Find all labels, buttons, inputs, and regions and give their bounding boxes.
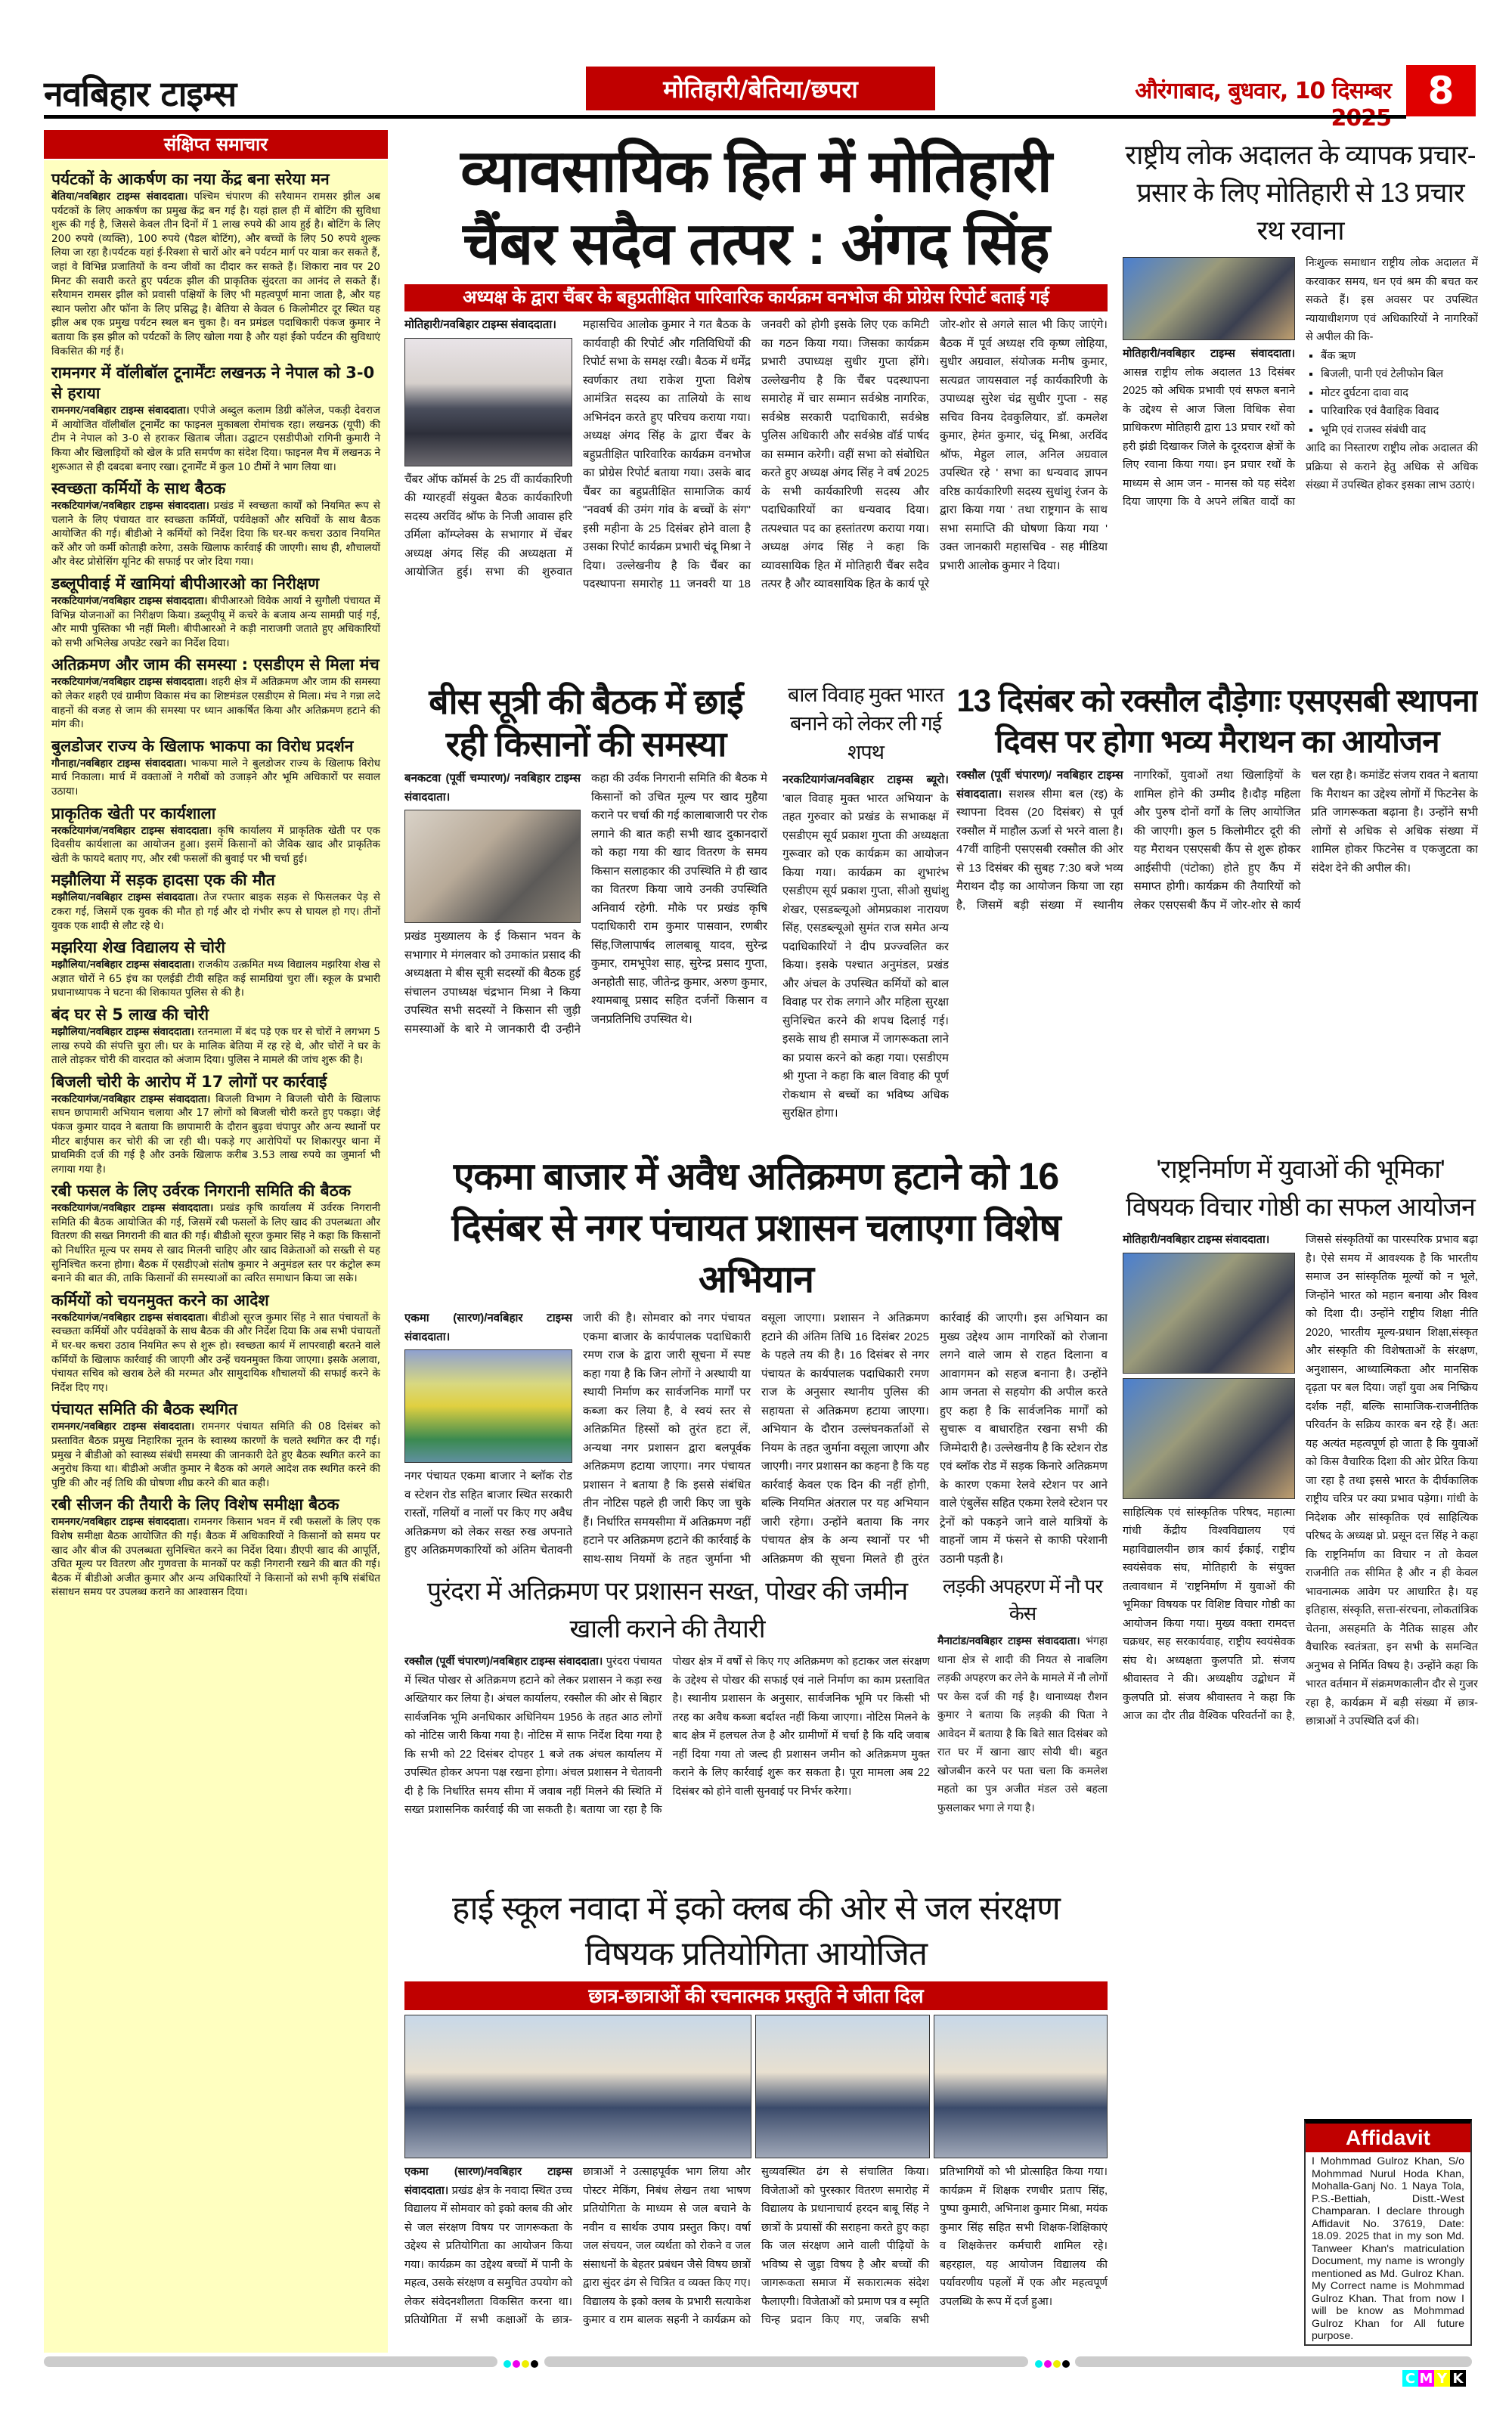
rashtranirman-headline: 'राष्ट्रनिर्माण में युवाओं की भूमिका' विषयक विचार गोष्ठी का सफल आयोजन xyxy=(1126,1155,1475,1222)
brief-text: राजकीय उत्क्रमित मध्य विद्यालय मझरिया शेख से अज्ञात चोरों ने 65 इंच का एलईडी टीवी सहित कई सामग्रियां चुरा लीं। स्कूल के प्रभारी प्रधानाध्यापक ने घटना की शिकायत पुलिस से की है। xyxy=(51,959,381,999)
brief-news-item xyxy=(51,736,380,799)
brief-dateline: नरकटियागंज/नवबिहार टाइम्स संवाददाता। xyxy=(51,500,209,513)
brief-body xyxy=(51,190,380,358)
ekma-text: नगर पंचायत एकमा बाजार ने ब्लॉक रोड व स्टेशन रोड सहित बाजार स्थित सरकारी रास्तों, गलियों व नालों पर किए गए अवैध अतिक्रमण को लेकर सख्त रुख अपनाते हुए अतिक्रमणकारियों को अंतिम चेतावनी जारी की है। सोमवार को नगर पंचायत एकमा बाजार के कार्यपालक पदाधिकारी रमण राज के द्वारा जारी सूचना में स्पष्ट कहा गया है कि जिन लोगों ने अस्थायी या स्थायी निर्माण कर सार्वजनिक मार्गों पर कब्जा कर लिया है, वे स्वयं स्तर से अतिक्रमित हिस्सों को तुरंत हटा लें, अन्यथा नगर प्रशासन द्वारा बलपूर्वक अतिक्रमण हटाया जाएगा। नगर पंचायत प्रशासन ने बताया है कि इससे संबंधित तीन नोटिस पहले ही जारी किए जा चुके हैं। निर्धारित समयसीमा में अतिक्रमण नहीं हटाने पर अतिक्रमण हटाने की कार्रवाई के साथ-साथ नियमों के तहत जुर्माना भी वसूला जाएगा। प्रशासन ने अतिक्रमण हटाने की अंतिम तिथि 16 दिसंबर 2025 के पहले तय की है। 16 दिसंबर से नगर पंचायत के कार्यपालक पदाधिकारी रमण राज के अनुसार स्थानीय पुलिस की सहायता से अतिक्रमण हटाया जाएगा। अभियान के दौरान उल्लंघनकर्ताओं से नियम के तहत जुर्माना वसूला जाएगा और जाएगी। नगर प्रशासन का कहना है कि यह कार्रवाई केवल एक दिन की नहीं होगी, बल्कि नियमित अंतराल पर यह अभियान जारी रहेगा। उन्होंने बताया कि नगर पंचायत क्षेत्र के अन्य स्थानों पर भी अतिक्रमण की सूचना मिलते ही तुरंत कार्रवाई की जाएगी। इस अभियान का मुख्य उद्देश्य आम नागरिकों को रोजाना लगने वाले जाम से राहत दिलाना व आवागमन को सहज बनाना है। उन्होंने आम जनता से सहयोग की अपील करते हुए कहा है कि सार्वजनिक मार्गों को सुचारू व बाधारहित रखना सभी की जिम्मेदारी है। उल्लेखनीय है कि स्टेशन रोड एवं ब्लॉक रोड में सड़क किनारे अतिक्रमण के कारण एकमा रेलवे स्टेशन पर आने वाले एंबुलेंस सहित एकमा रेलवे स्टेशन पर ट्रेनों को पकड़ने जाने वाले यात्रियों के वाहनों जाम में फंसने से काफी परेशानी उठानी पड़ती है। xyxy=(404,1312,1108,1566)
brief-body xyxy=(51,1311,380,1396)
brief-body xyxy=(51,891,380,933)
brief-text: भाकपा माले ने बुलडोजर राज्य के खिलाफ विरोध मार्च निकाला। मार्च में वक्ताओं ने गरीबों को उजाड़ने और भूमि अधिकारों पर सवाल उठाया। xyxy=(51,757,380,798)
brief-headline: पर्यटकों के आकर्षण का नया केंद्र बना सरेया मन xyxy=(51,170,330,188)
brief-headline: मझौलिया में सड़क हादसा एक की मौत xyxy=(51,871,275,890)
brief-news-item xyxy=(51,1495,380,1600)
ladki-headline: लड़की अपहरण में नौ पर केस xyxy=(942,1575,1103,1625)
rashtranirman-text: साहित्यिक एवं सांस्कृतिक परिषद, महात्मा गांधी केंद्रीय विश्वविद्यालय एवं महाविद्यालयीन छात्र कार्य ईकाई, राष्ट्रीय स्वयंसेवक संघ, मोतिहारी के संयुक्त तत्वावधान में 'राष्ट्रनिर्माण में युवाओं की भूमिका' विषयक पर विशिष्ट विचार गोष्ठी का आयोजन किया गया। मुख्य वक्ता रामदत्त चक्रधर, सह सरकार्यवाह, राष्ट्रीय स्वयंसेवक संघ थे। अध्यक्षता कुलपति प्रो. संजय श्रीवास्तव ने की। अध्यक्षीय उद्बोधन में कुलपति प्रो. संजय श्रीवास्तव ने कहा कि आज का दौर तीव्र वैश्विक परिवर्तनों का है, जिससे संस्कृतियों का पारस्परिक प्रभाव बढ़ा है। ऐसे समय में आवश्यक है कि भारतीय समाज उन सांस्कृतिक मूल्यों को न भूले, जिन्होंने भारत को महान बनाया और विश्व को दिशा दी। उन्होंने राष्ट्रीय शिक्षा नीति 2020, भारतीय मूल्य-प्रधान शिक्षा,संस्कृत और संस्कृति की विशेषताओं के संरक्षण, अनुशासन, आध्यात्मिकता और मानसिक दृढ़ता पर बल दिया। जहाँ युवा अब निष्क्रिय दर्शक नहीं, बल्कि सामाजिक-राजनीतिक परिवर्तन के सक्रिय कारक बन रहे हैं। अतः यह अत्यंत महत्वपूर्ण हो जाता है कि युवाओं को किस वैचारिक दिशा की ओर प्रेरित किया जा रहा है तथा इससे भारत के दीर्घकालिक राष्ट्रीय चरित्र पर क्या प्रभाव पड़ेगा। गांधी के निदेशक और सांस्कृतिक एवं साहित्यिक परिषद के अध्यक्ष प्रो. प्रसून दत्त सिंह ने कहा कि राष्ट्रनिर्माण का विचार न तो केवल राजनीति तक सीमित है और न ही केवल भावनात्मक आवेग पर आधारित है। यह इतिहास, संस्कृति, सत्ता-संरचना, लोकतांत्रिक चेतना, असहमति के नैतिक साहस और वैचारिक स्वतंत्रता, इन सभी के समन्वित अनुभव से निर्मित विषय है। उन्होंने कहा कि भारत वर्तमान में संक्रमणकालीन दौर से गुजर रहा है, कार्यक्रम में बड़ी संख्या में छात्र-छात्राओं ने उपस्थिति दर्ज की। xyxy=(1123,1234,1478,1727)
eco-club-headline: हाई स्कूल नवादा में इको क्लब की ओर से जल संरक्षण विषयक प्रतियोगिता आयोजित xyxy=(452,1890,1060,1972)
marathon-text: सशस्त्र सीमा बल (रइ) के स्थापना दिवस (20 दिसंबर) से पूर्व रक्सौल में माहौल ऊर्जा से भरने वाला है। 47वीं वाहिनी एसएसबी रक्सौल की ओर से 13 दिसंबर की सुबह 7:30 बजे भव्य मैराथन दौड़ का आयोजन किया जा रहा है, जिसमें बड़ी संख्या में स्थानीय नागरिकों, युवाओं तथा खिलाड़ियों के शामिल होने की उम्मीद है।दौड़ महिला और पुरुष दोनों वर्गों के लिए आयोजित की जाएगी। कुल 5 किलोमीटर दूरी की यह मैराथन एसएसबी कैंप से शुरू होकर आईसीपी (पंटोका) होते हुए कैंप में समाप्त होगी। कार्यक्रम की तैयारियों को लेकर एसएसबी कैंप में जोर-शोर से कार्य चल रहा है। कमांडेंट संजय रावत ने बताया कि मैराथन का उद्देश्य लोगों में फिटनेस के प्रति जागरूकता बढ़ाना है। उन्होंने सभी लोगों से अधिक से अधिक संख्या में शामिल होकर फिटनेस व एकजुटता का संदेश देने की अपील की। xyxy=(956,769,1478,912)
brief-dateline: नरकटियागंज/नवबिहार टाइम्स संवाददाता। xyxy=(51,1311,209,1324)
purandra-body xyxy=(404,1653,930,1879)
brief-body xyxy=(51,1092,380,1177)
bal-vivah-body xyxy=(782,771,949,1130)
brief-dateline: मझौलिया/नवबिहार टाइम्स संवाददाता। xyxy=(51,1025,195,1038)
nagar-panchayat-office-photo xyxy=(404,1349,572,1463)
brief-headline: स्वच्छता कर्मियों के साथ बैठक xyxy=(51,479,226,498)
cmyk-color-bar xyxy=(1402,2370,1466,2387)
lamp-lighting-photo xyxy=(1123,1253,1295,1374)
cmyk-c: C xyxy=(1402,2370,1418,2387)
dispute-type-item: ▪ बिजली, पानी एवं टेलीफोन बिल xyxy=(1321,365,1478,384)
brief-headline: मझरिया शेख विद्यालय से चोरी xyxy=(51,938,225,957)
bees-sutri-body xyxy=(404,770,767,1130)
registration-dots xyxy=(503,2356,539,2371)
cmyk-y: Y xyxy=(1434,2370,1450,2387)
section-banner: मोतिहारी/बेतिया/छपरा xyxy=(586,67,935,110)
bees-sutri-text: प्रखंड मुख्यालय के ई किसान भवन के सभागार मे मंगलवार को उमाकांत प्रसाद की अध्यक्षता मे बीस सूत्री सदस्यों की बैठक हुई संचालन उपाध्यक्ष चंद्रभान मिश्रा ने किया उपस्थित सभी सदस्यों ने किसान सी जुड़ी समस्याओं के बारे मे जानकारी दी उन्हीने कहा की उर्वक निगरानी समिति की बैठक मे किसानों को उचित मूल्य पर खाद मुहैया कराने पर चर्चा की गई कालाबाजारी पर रोक लगाने की बात कही सभी खाद दुकानदारों को कहा गया की खाद वितरण के समय किसान सलाहकार की उपस्थिति मे ही खाद का वितरण किया जाये उनकी उपस्थिति अनिवार्य रहेगी. मौके पर प्रखंड कृषि पदाधिकारी राम कुमार पासवान, रणबीर सिंह,जिलापार्षद लालबाबू यादव, सुरेन्द्र कुमार, रामभूपेश साह, सुरेन्द्र प्रसाद गुप्ता, अनहोती साह, जीतेन्द्र कुमार, अरुण कुमार, श्यामबाबू प्रसाद सहित दर्जनों किसान व जनप्रतिनिधि उपस्थित थे। xyxy=(404,772,767,1036)
ekma-article xyxy=(404,1151,1108,1566)
brief-dateline: मझौलिया/नवबिहार टाइम्स संवाददाता। xyxy=(51,891,198,904)
dispute-type-item: ▪ भूमि एवं राजस्व संबंधी वाद xyxy=(1321,421,1478,440)
eco-club-photos xyxy=(404,2015,1108,2158)
ladki-article xyxy=(937,1572,1108,1879)
brief-news-item xyxy=(51,655,380,731)
brief-headline: रामनगर में वॉलीबॉल टूनार्मेंटः लखनऊ ने नेपाल को 3-0 से हराया xyxy=(51,364,375,403)
edition-date: औरंगाबाद, बुधवार, 10 दिसम्बर xyxy=(1135,78,1391,104)
dispute-type-list xyxy=(1306,347,1478,440)
brief-text: बीडीओ सूरज कुमार सिंह ने सात पंचायतों के स्वच्छता कर्मियों और पर्यवेक्षकों के साथ बैठक की और निर्देश दिया कि अब सभी पंचायतों में घर-घर कचरा उठाव नियमित रूप से शुरू हो। स्वच्छता कार्य में लापरवाही बरतने वाले कर्मियों के खिलाफ कार्रवाई की जाएगी और उन्हें चयनमुक्त किया जाएगा। इसके अलावा, पंचायत सचिव को खराब ठेले की मरम्मत और सामुदायिक शौचालयों की सफाई करने के निर्देश दिए गए। xyxy=(51,1311,380,1394)
lead-article xyxy=(404,135,1108,673)
rashtranirman-dateline: मोतिहारी/नवबिहार टाइम्स संवाददाता। xyxy=(1123,1234,1270,1246)
bal-vivah-headline: बाल विवाह मुक्त भारत बनाने को लेकर ली गई शपथ xyxy=(788,683,943,764)
bal-vivah-dateline: नरकटियागंज/नवबिहार टाइम्स ब्यूरो। xyxy=(782,773,949,786)
bal-vivah-article xyxy=(782,680,949,1130)
rashtranirman-body xyxy=(1123,1231,1478,2109)
masthead-rule xyxy=(44,115,1406,119)
brief-headline: रबी फसल के लिए उर्वरक निगरानी समिति की बैठक xyxy=(51,1182,351,1201)
brief-body xyxy=(51,1515,380,1600)
rashtranirman-article xyxy=(1123,1151,1478,2109)
affidavit-notice xyxy=(1304,2119,1472,2346)
brief-text: रामनगर किसान भवन में रबी फसलों के लिए एक विशेष समीक्षा बैठक आयोजित की गई। बैठक में अधिकारियों ने किसानों को समय पर खाद और बीज की उपलब्धता सुनिश्चित करने का निर्देश दिया। डीएपी खाद की आपूर्ति, उचित मूल्य पर वितरण और गुणवत्ता के मानकों पर कड़ी निगरानी रखने की बात की गई। बैठक में बीडीओ अजीत कुमार और अन्य अधिकारियों ने किसानों को सभी कृषि संबंधित संसाधन समय पर उपलब्ध कराने का आश्वासन दिया। xyxy=(51,1516,380,1599)
lead-headline-line2: चैंबर सदैव तत्पर : अंगद सिंह xyxy=(463,210,1049,277)
marathon-article xyxy=(956,680,1478,1130)
brief-body xyxy=(51,1025,380,1067)
lok-adalat-body xyxy=(1123,254,1478,669)
marathon-dateline: रक्सौल (पूर्वी चंपारण)/ नवबिहार टाइम्स संवाददाता। xyxy=(956,769,1123,801)
lok-adalat-text: आसन्न राष्ट्रीय लोक अदालत 13 दिसंबर 2025 को अधिक प्रभावी एवं सफल बनाने के उद्देश्य से आज जिला विधिक सेवा प्राधिकरण मोतिहारी द्वारा 13 प्रचार रथों को हरी झंडी दिखाकर जिले के दूरदराज क्षेत्रों के लिए रवाना किया गया। इन प्रचार रथों के माध्यम से आम जन - मानस को यह संदेश दिया जाएगा कि वे अपने लंबित वादों का निःशुल्क समाधान राष्ट्रीय लोक अदालत में करवाकर समय, धन एवं श्रम की बचत कर सकते हैं। इस अवसर पर उपस्थित न्यायाधीशगण एवं अधिकारियों ने नागरिकों से अपील की कि- xyxy=(1123,257,1478,508)
lead-headline xyxy=(404,135,1108,280)
bees-sutri-dateline: बनकटवा (पूर्वी चम्पारण)/ नवबिहार टाइम्स संवाददाता। xyxy=(404,772,581,804)
prachar-rath-photo xyxy=(1123,257,1295,340)
brief-headline: डब्लूपीवाई में खामियां बीपीआरओ का निरीक्षण xyxy=(51,575,320,593)
brief-text: प्रखंड कृषि कार्यालय में उर्वरक निगरानी समिति की बैठक आयोजित की गई, जिसमें रबी फसलों के लिए खाद की उपलब्धता और वितरण की सख्त निगरानी की बात की गई। बीडीओ सूरज कुमार सिंह ने कहा कि किसानों को निर्धारित मूल्य पर समय से खाद मिलनी चाहिए और खाद विक्रेताओं को सख्ती से यह सुनिश्चित करना होगा। बैठक में एसडीएओ संतोष कुमार ने अनुमंडल स्तर पर कंट्रोल रूम बनाने की बात की, ताकि किसानों की समस्याओं का त्वरित समाधान किया जा सके। xyxy=(51,1202,380,1285)
lok-adalat-dateline: मोतिहारी/नवबिहार टाइम्स संवाददाता। xyxy=(1123,348,1295,360)
brief-text: पश्चिम चंपारण की सरैयामन रामसर झील अब पर्यटकों के लिए आकर्षण का प्रमुख केंद्र बन गई है। यहां हाल ही में बोटिंग की सुविधा शुरू की गई है, जिससे केवल तीन दिनों में 1 लाख रुपये की आय हुई है। बोटिंग के लिए 200 रुपये (व्यक्ति), 100 रुपये (पैडल बोटिंग), और बच्चों के लिए 50 रुपये शुल्क लिया जा रहा है।पर्यटक यहां ई-रिक्शा से चारों ओर बने पर्यटन मार्ग पर यात्रा कर सकते हैं, जहां वे विभिन्न प्रजातियों के वन्य जीवों का दीदार कर सकते हैं। शिकारा नाव पर 20 मिनट की सवारी करते हुए पर्यटक झील की प्राकृतिक सुंदरता का आनंद ले सकते हैं।सरैयामन रामसर झील को प्रवासी पक्षियों के लिए भी महत्वपूर्ण माना जाता है, और यह स्थान फ्लोरा और फॉना के लिए प्रसिद्ध है। बेतिया से केवल 6 किलोमीटर दूर स्थित यह झील अब एक प्रमुख पर्यटन स्थल बन चुका है। वन प्रमंडल पदाधिकारी पंकज कुमार ने बताया कि इस झील को पर्यटकों के लिए खोला गया है और यहां ईको पर्यटन की सुविधाएं विकसित की गई हैं। xyxy=(51,191,380,358)
ekma-headline: एकमा बाजार में अवैध अतिक्रमण हटाने को 16 दिसंबर से नगर पंचायत प्रशासन चलाएगा विशेष अभियान xyxy=(451,1155,1061,1300)
brief-dateline: रामनगर/नवबिहार टाइम्स संवाददाता। xyxy=(51,1420,195,1433)
footer-bar xyxy=(1075,2356,1472,2367)
brief-news-item xyxy=(51,1181,380,1286)
ladki-text: भंगहा थाना क्षेत्र से शादी की नियत से नाबलिग लड़की अपहरण कर लेने के मामले में नौ लोगों पर केस दर्ज की गई है। थानाध्यक्ष रौशन कुमार ने बताया कि लड़की की पिता ने आवेदन में बताया है कि बिते सात दिसंबर को रात घर में खाना खाए सोयी थी। बहुत खोजबीन करने पर पता चला कि कमलेश महतो का पुत्र अजीत मंडल उसे बहला फुसलाकर भगा ले गया है। xyxy=(937,1634,1108,1814)
eco-club-subheadline: छात्र-छात्राओं की रचनात्मक प्रस्तुति ने जीता दिल xyxy=(404,1981,1108,2010)
brief-text: बिजली विभाग ने बिजली चोरी के खिलाफ सघन छापामारी अभियान चलाया और 17 लोगों को बिजली चोरी करते हुए पकड़ा। जेई पंकज कुमार यादव ने बताया कि छापामारी के दौरान बुढ़वा चंपापुर और अन्य स्थानों पर मीटर बाईपास कर चोरी की जा रही थी। पकड़े गए आरोपियों पर शिकारपुर थाना में प्राथमिकी दर्ज की गई है और उनके खिलाफ करीब 3.53 लाख रुपये का जुमार्ना भी लगाया गया है। xyxy=(51,1092,380,1176)
page-number: 8 xyxy=(1406,65,1476,116)
brief-news-item xyxy=(51,1290,380,1396)
brief-text: कृषि कार्यालय में प्राकृतिक खेती पर एक दिवसीय कार्यशाला का आयोजन हुआ। इसमें किसानों को जैविक खाद और प्राकृतिक खेती के फायदे बताए गए, और रबी फसलों की बुवाई पर भी चर्चा हुई। xyxy=(51,824,380,865)
purandra-dateline: रक्सौल (पूर्वी चंपारण)/नवबिहार टाइम्स संवाददाता। xyxy=(404,1656,603,1668)
brief-text: एपीजे अब्दुल कलाम डिग्री कॉलेज, पकड़ी देवराज में आयोजित वॉलीबॉल टूनार्मेंट का फाइनल मुकाबला रोमांचक रहा। लखनऊ (यूपी) की टीम ने नेपाल को 3-0 से हराकर खिताब जीता। उद्घाटन एसडीपीओ रागिनी कुमारी ने किया और खिलाड़ियों को खेल के प्रति समर्पण का संदेश दिया। फाइनल मैच में लखनऊ ने शुरूआत से ही दबदबा बनाए रखा। टूनार्मेंट में कुल 10 टीमों ने भाग लिया था। xyxy=(51,404,380,473)
brief-text: प्रखंड में स्वच्छता कार्यों को नियमित रूप से चलाने के लिए पंचायत वार स्वच्छता कर्मियों, पर्यवेक्षकों और सचिवों के साथ बैठक आयोजित की गई। बीडीओ ने कर्मियों को निर्देश दिया कि घर-घर कचरा उठाव नियमित करें और जो कर्मी कोताही करेगा, उसके खिलाफ कार्रवाई की जाएगी। साथ ही, शौचालयों और वेस्ट प्रोसेसिंग यूनिट की सफाई पर जोर दिया गया। xyxy=(51,500,380,568)
dispute-type-item: ▪ पारिवारिक एवं वैवाहिक विवाद xyxy=(1321,402,1478,421)
brief-news-item xyxy=(51,1072,380,1177)
lead-headline-line1: व्यावसायिक हित में मोतिहारी xyxy=(460,138,1052,204)
brief-body xyxy=(51,404,380,474)
brief-body xyxy=(51,675,380,731)
students-posters-photo xyxy=(404,2015,751,2158)
bees-sutri-article xyxy=(404,680,767,1130)
purandra-text: पुरंदरा पंचायत में स्थित पोखर से अतिक्रमण हटाने को लेकर प्रशासन ने कड़ा रुख अख्तियार कर लिया है। अंचल कार्यालय, रक्सौल की ओर से बिहार सार्वजनिक भूमि अनधिकार अधिनियम 1956 के तहत आठ लोगों को नोटिस जारी किया गया है। नोटिस में साफ निर्देश दिया गया है कि सभी को 22 दिसंबर दोपहर 1 बजे तक अंचल कार्यालय में उपस्थित होकर अपना पक्ष रखना होगा। अंचल प्रशासन ने चेतावनी दी है कि निर्धारित समय सीमा में जवाब नहीं मिलने की स्थिति में सख्त प्रशासनिक कार्रवाई की जा सकती है। बताया जा रहा है कि पोखर क्षेत्र में वर्षों से किए गए अतिक्रमण को हटाकर जल संरक्षण के उद्देश्य से पोखर की सफाई एवं नाले निर्माण का काम प्रस्तावित है। स्थानीय प्रशासन के अनुसार, सार्वजनिक भूमि पर किसी भी तरह का अवैध कब्जा बर्दाश्त नहीं किया जाएगा। नोटिस मिलने के बाद क्षेत्र में हलचल तेज है और ग्रामीणों में चर्चा है कि यदि जवाब नहीं दिया गया तो जल्द ही प्रशासन जमीन को अतिक्रमण मुक्त कराने के लिए कार्रवाई शुरू कर सकता है। पूरा मामला अब 22 दिसंबर को होने वाली सुनवाई पर निर्भर करेगा। xyxy=(404,1656,930,1816)
eco-club-body xyxy=(404,2163,1108,2353)
brief-body xyxy=(51,1201,380,1286)
brief-text: रामनगर पंचायत समिति की 08 दिसंबर को प्रस्तावित बैठक प्रमुख निहारिका नूतन के स्वास्थ्य कारणों के चलते स्थगित कर दी गई। प्रमुख ने बीडीओ को स्वास्थ्य संबंधी समस्या की जानकारी देते हुए बैठक स्थगित करने का अनुरोध किया था। बीडीओ अजीत कुमार ने बैठक को अगले आदेश तक स्थगित करने की पुष्टि की और नई तिथि की घोषणा शीघ्र करने की बात कही। xyxy=(51,1420,380,1489)
dispute-type-item: ▪ मोटर दुर्घटना दावा वाद xyxy=(1321,384,1478,403)
bal-vivah-text: 'बाल विवाह मुक्त भारत अभियान' के तहत गुरुवार को प्रखंड के सभाकक्ष में एसडीएम सूर्य प्रकाश गुप्ता की अध्यक्षता गुरूवार को एक कार्यक्रम का आयोजन किया गया। कार्यक्रम का शुभारंभ एसडीएम सूर्य प्रकाश गुप्ता, सीओ सुधांशु शेखर, एसडब्ल्यूओ ओमप्रकाश नारायण सिंह, एसडब्ल्यूओ सुमंत राज समेत अन्य पदाधिकारियों ने दीप प्रज्ज्वलित कर किया। इसके पश्चात अनुमंडल, प्रखंड और अंचल के उपस्थित कर्मियों को बाल विवाह पर रोक लगाने और महिला सुरक्षा सुनिश्चित करने की शपथ दिलाई गई। इसके साथ ही समाज में जागरूकता लाने का प्रयास करने को कहा गया। एसडीएम श्री गुप्ता ने कहा कि बाल विवाह की पूर्ण रोकथाम से बच्चों का भविष्य अधिक सुरक्षित होगा। xyxy=(782,792,949,1120)
brief-news-item xyxy=(51,574,380,650)
lead-article-body xyxy=(404,316,1108,673)
prize-distribution-photo xyxy=(934,2015,1108,2158)
lead-subheadline: अध्यक्ष के द्वारा चैंबर के बहुप्रतीक्षित पारिवारिक कार्यक्रम वनभोज की प्रोग्रेस रिपोर्ट बताई गई xyxy=(404,284,1108,311)
brief-dateline: बेतिया/नवबिहार टाइम्स संवाददाता। xyxy=(51,191,188,203)
newspaper-title: नवबिहार टाइम्स xyxy=(44,73,237,114)
brief-body xyxy=(51,757,380,799)
brief-news-item xyxy=(51,169,380,358)
students-group-photo xyxy=(755,2015,930,2158)
affidavit-body: I Mohmmad Gulroz Khan, S/o Mohmmad Nurul Hoda Khan, Mohalla-Ganj No. 1 Naya Tola, P.S.-Bettiah, Distt.-West Champaran. I declare through Affidavit No. 37619, Date: 18.09. 2025 that in my son Md. Tanweer Khan's matriculation Document, my name is wrongly mentioned as Md. Gulroz Khan. My Correct name is Mohmmad Gulroz Khan. That from now I will be know as Mohmmad Gulroz Khan for All future purpose. xyxy=(1312,2155,1464,2342)
lok-adalat-article xyxy=(1123,136,1478,669)
brief-dateline: नरकटियागंज/नवबिहार टाइम्स संवाददाता। xyxy=(51,595,208,608)
brief-headline: बिजली चोरी के आरोप में 17 लोगों पर कार्रवाई xyxy=(51,1072,327,1091)
brief-news-item xyxy=(51,1399,380,1490)
cmyk-k: K xyxy=(1450,2370,1466,2387)
lok-adalat-headline: राष्ट्रीय लोक अदालत के व्यापक प्रचार-प्रसार के लिए मोतिहारी से 13 प्रचार रथ रवाना xyxy=(1125,139,1476,246)
brief-dateline: नरकटियागंज/नवबिहार टाइम्स संवाददाता। xyxy=(51,1092,211,1105)
lok-adalat-closing: आदि का निस्तारण राष्ट्रीय लोक अदालत की प्रक्रिया से कराने हेतु अधिक से अधिक संख्या में उपस्थित होकर इसका लाभ उठाएं। xyxy=(1306,442,1478,491)
brief-body xyxy=(51,958,380,1000)
ladki-dateline: मैनाटांड/नवबिहार टाइम्स संवाददाता। xyxy=(937,1634,1080,1647)
marathon-headline: 13 दिसंबर को रक्सौल दौड़ेगाः एसएसबी स्थापना दिवस पर होगा भव्य मैराथन का आयोजन xyxy=(956,683,1478,759)
brief-news-item xyxy=(51,363,380,474)
brief-dateline: रामनगर/नवबिहार टाइम्स संवाददाता। xyxy=(51,1516,190,1529)
lead-body: चैंबर ऑफ कॉमर्स के 25 वीं कार्यकारिणी की ग्यारहवीं संयुक्त बैठक कार्यकारिणी सदस्य अरविंद श्रॉफ के निजी आवास हरि उर्मिला कॉम्प्लेक्स के सभागार में चेंबर अध्यक्ष अंगद सिंह की अध्यक्षता में आयोजित हुई। सभा की शुरुवात महासचिव आलोक कुमार ने गत बैठक के कार्यवाही की रिपोर्ट और गतिविधियों की रिपोर्ट सभा के समक्ष रखी। बैठक में धर्मेंद्र स्वर्णकार तथा राकेश गुप्ता विशेष आमंत्रित सदस्य का तालियो के साथ अभिनंदन करते हुए परिचय कराया गया। अध्यक्ष अंगद सिंह के द्वारा चैंबर के बहुप्रतीक्षित पारिवारिक कार्यक्रम वनभोज का प्रोग्रेस रिपोर्ट बताया गया। उसके बाद चैंबर का बहुप्रतीक्षित सामाजिक कार्य "नववर्ष की उमंग गांव के बच्चों के संग" इसी महीना के 25 दिसंबर होने वाला है उसका रिपोर्ट कार्यक्रम प्रभारी चंदू मिश्रा ने दिया। उल्लेखनीय है कि चैंबर का पदस्थापना समारोह 11 जनवरी या 18 जनवरी को होगी इसके लिए एक कमिटी का गठन किया गया। जिसका कार्यक्रम प्रभारी उपाध्यक्ष सुधीर गुप्ता होंगे। उल्लेखनीय है कि चैंबर पदस्थापना समारोह में चार सम्मान सर्वश्रेष्ठ नागरिक, सर्वश्रेष्ठ सरकारी पदाधिकारी, सर्वश्रेष्ठ पुलिस अधिकारी और सर्वश्रेष्ठ वॉर्ड पार्षद का सम्मान करेगी। वहीं सभा को संबोधित करते हुए अध्यक्ष अंगद सिंह ने वर्ष 2025 के सभी कार्यकारिणी सदस्य और पदाधिकारियों का धन्यवाद दिया। तत्पश्चात पद का हस्तांतरण कराया गया। अध्यक्ष अंगद सिंह ने कहा कि व्यावसायिक हित में मोतिहारी चैंबर सदैव तत्पर है और व्यावसायिक हित के कार्य पूरे जोर-शोर से अगले साल भी किए जाएंगे। बैठक में पूर्व अध्यक्ष रवि कृष्ण लोहिया, सुधीर अग्रवाल, संयोजक मनीष कुमार, सत्यव्रत जायसवाल नई कार्यकारिणी के उपाध्यक्ष सुरेश चंद्र सुधीर गुप्ता - सह सचिव विनय देवकुलियार, डॉ. कमलेश कुमार, हेमंत कुमार, चंदू मिश्रा, अरविंद श्रॉफ, मेहुल लाल, अनिल अग्रवाल उपस्थित रहे ' सभा का धन्यवाद ज्ञापन वरिष्ठ कार्यकारिणी सदस्य सुधांशु रंजन के द्वारा किया गया ' तथा राष्ट्रगान के साथ सभा समाप्ति की घोषणा किया गया ' उक्त जानकारी महासचिव - सह मीडिया प्रभारी आलोक कुमार ने दिया। xyxy=(404,318,1108,590)
brief-news-item xyxy=(51,804,380,866)
eco-club-text: प्रखंड क्षेत्र के नवादा स्थित उच्च विद्यालय में सोमवार को इको क्लब की ओर से जल संरक्षण विषय पर जागरूकता के उद्देश्य से प्रतियोगिता का आयोजन किया गया। कार्यक्रम का उद्देश्य बच्चों में पानी के महत्व, उसके संरक्षण व समुचित उपयोग को लेकर संवेदनशीलता विकसित करना था। प्रतियोगिता में सभी कक्षाओं के छात्र-छात्राओं ने उत्साहपूर्वक भाग लिया और पोस्टर मेकिंग, निबंध लेखन तथा भाषण प्रतियोगिता के माध्यम से जल बचाने के नवीन व सार्थक उपाय प्रस्तुत किए। वर्षा जल संचयन, जल व्यर्थता को रोकने व जल संसाधनों के बेहतर प्रबंधन जैसे विषय छात्रों द्वारा सुंदर ढंग से चित्रित व व्यक्त किए गए। विद्यालय के इको क्लब के प्रभारी सत्याकेश कुमार व राम बालक सहनी ने कार्यक्रम को सुव्यवस्थित ढंग से संचालित किया। विजेताओं को पुरस्कार वितरण समारोह में विद्यालय के प्रधानाचार्य हरदन बाबू सिंह ने छात्रों के प्रयासों की सराहना करते हुए कहा कि जल संरक्षण आने वाली पीढ़ियों के भविष्य से जुड़ा विषय है और बच्चों की जागरूकता समाज में सकारात्मक संदेश फैलाएगी। विजेताओं को प्रमाण पत्र व स्मृति चिन्ह प्रदान किए गए, जबकि सभी प्रतिभागियों को भी प्रोत्साहित किया गया। कार्यक्रम में शिक्षक रणधीर प्रताप सिंह, पुष्पा कुमारी, अभिनाश कुमार मिश्रा, मयंक कुमार सिंह सहित सभी शिक्षक-शिक्षिकाएं व शिक्षकेत्तर कर्मचारी शामिल रहे। बहरहाल, यह आयोजन विद्यालय की पर्यावरणीय पहलों में एक और महत्वपूर्ण उपलब्धि के रूप में दर्ज हुआ। xyxy=(404,2166,1108,2326)
brief-news-item xyxy=(51,479,380,569)
marathon-body xyxy=(956,767,1478,1130)
brief-text: तेज रफ्तार बाइक सड़क से फिसलकर पेड़ से टकरा गई, जिसमें एक युवक की मौत हो गई और दो गंभीर रूप से घायल हो गए। तीनों युवक एक शादी से लौट रहे थे। xyxy=(51,891,380,932)
lead-dateline: मोतिहारी/नवबिहार टाइम्स संवाददाता। xyxy=(404,318,556,331)
eco-club-dateline: एकमा (सारण)/नवबिहार टाइम्स संवाददाता। xyxy=(404,2166,572,2197)
purandra-article xyxy=(404,1572,930,1879)
brief-dateline: रामनगर/नवबिहार टाइम्स संवाददाता। xyxy=(51,404,190,417)
brief-dateline: नरकटियागंज/नवबिहार टाइम्स संवाददाता। xyxy=(51,824,212,837)
felicitation-photo xyxy=(1123,1378,1295,1499)
brief-headline: पंचायत समिति की बैठक स्थगित xyxy=(51,1400,237,1419)
brief-news-item xyxy=(51,870,380,933)
footer-bar xyxy=(44,2356,497,2367)
brief-body xyxy=(51,824,380,866)
brief-news-item xyxy=(51,1005,380,1067)
ladki-body xyxy=(937,1631,1108,1879)
brief-text: रतनमाला में बंद पड़े एक घर से चोरों ने लगभग 5 लाख रुपये की संपत्ति चुरा ली। घर के मालिक बेतिया में रह रहे थे, और चोरों ने घर के ताले तोड़कर चोरी की वारदात को अंजाम दिया। पुलिस ने मामले की जांच शुरू की है। xyxy=(51,1025,381,1067)
ekma-body xyxy=(404,1309,1108,1566)
brief-body xyxy=(51,1420,380,1490)
brief-headline: बुलडोजर राज्य के खिलाफ भाकपा का विरोध प्रदर्शन xyxy=(51,736,354,755)
registration-dots xyxy=(1034,2356,1070,2371)
brief-dateline: नरकटियागंज/नवबिहार टाइम्स संवाददाता। xyxy=(51,676,208,689)
brief-dateline: मझौलिया/नवबिहार टाइम्स संवाददाता। xyxy=(51,959,195,971)
brief-body xyxy=(51,499,380,569)
briefs-header: संक्षिप्त समाचार xyxy=(44,130,388,159)
brief-headline: कर्मियों को चयनमुक्त करने का आदेश xyxy=(51,1290,269,1309)
purandra-headline: पुरंदरा में अतिक्रमण पर प्रशासन सख्त, पोखर की जमीन खाली कराने की तैयारी xyxy=(426,1577,908,1644)
dispute-type-item: ▪ बैंक ऋण xyxy=(1321,347,1478,366)
chamber-meeting-photo xyxy=(404,338,572,466)
brief-text: बीपीआरओ विवेक आर्या ने सुगौली पंचायत में विभिन्न योजनाओं का निरीक्षण किया। डब्लूपीयू में कचरे के बजाय अन्य सामग्री पाई गई, और मापी पुस्तिका भी नहीं मिली। बीपीआरओ ने कड़ी नाराजगी जताते हुए अधिकारियों को सभी अभिलेख अपडेट रखने का निर्देश दिया। xyxy=(51,595,381,649)
brief-body xyxy=(51,594,380,650)
bees-sutri-photo xyxy=(404,810,581,923)
eco-club-article xyxy=(404,1886,1108,2353)
brief-dateline: नरकटियागंज/नवबिहार टाइम्स संवाददाता। xyxy=(51,1202,214,1215)
brief-headline: बंद घर से 5 लाख की चोरी xyxy=(51,1005,209,1024)
brief-headline: अतिक्रमण और जाम की समस्या : एसडीएम से मिला मंच xyxy=(51,655,380,674)
brief-news-item xyxy=(51,937,380,1000)
brief-text: शहरी क्षेत्र में अतिक्रमण और जाम की समस्या को लेकर शहरी एवं ग्रामीण विकास मंच का शिष्टमंडल एसडीएम से मिला। मंच ने गन्ना लदे वाहनों की वजह से जाम की समस्या पर ध्यान आकर्षित किया और अतिक्रमण हटाने की मांग की। xyxy=(51,676,380,731)
footer-bar xyxy=(544,2356,1028,2367)
brief-headline: प्राकृतिक खेती पर कार्यशाला xyxy=(51,804,216,823)
ekma-dateline: एकमा (सारण)/नवबिहार टाइम्स संवाददाता। xyxy=(404,1312,572,1343)
affidavit-title: Affidavit xyxy=(1306,2124,1470,2152)
brief-dateline: गौनाहा/नवबिहार टाइम्स संवाददाता। xyxy=(51,757,187,770)
briefs-box xyxy=(44,160,388,2353)
bees-sutri-headline: बीस सूत्री की बैठक में छाई रही किसानों की समस्या xyxy=(429,682,743,764)
brief-headline: रबी सीजन की तैयारी के लिए विशेष समीक्षा बैठक xyxy=(51,1495,339,1514)
cmyk-m: M xyxy=(1419,2370,1433,2387)
